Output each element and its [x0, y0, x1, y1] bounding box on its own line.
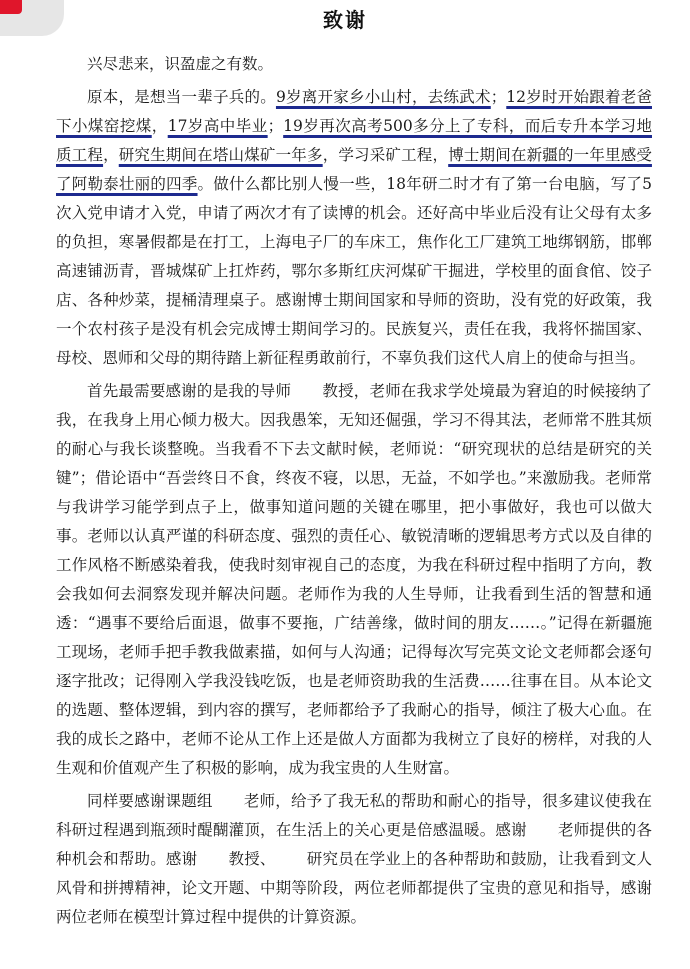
paragraph-text: ， [103, 146, 119, 164]
paragraph-text: ； [490, 88, 507, 106]
underlined-text: 研究生期间在塔山煤矿一年多 [118, 146, 323, 164]
paragraph-text: 。做什么都比别人慢一些，18年研二时才有了第一台电脑，写了5次入党申请才入党，申请了两次才有了读博的机会。还好高中毕业后没有让父母有太多的负担，寒暑假都是在打工，上海电子厂的车床工，焦作化工厂建筑工地绑钢筋，邯郸高速铺沥青，晋城煤矿上扛炸药，鄂尔多斯红庆河煤矿干掘进，学校里的面食倌、饺子店、各种炒菜，提桶清理桌子。感谢博士期间国家和导师的资助，没有党的好政策，我一个农村孩子是没有机会完成博士期间学习的。民族复兴，责任在我，我将怀揣国家、母校、恩师和父母的期待踏上新征程勇敢前行，不辜负我们这代人肩上的使命与担当。 [56, 175, 652, 367]
paragraph-text: 原本，是想当一辈子兵的。 [87, 88, 276, 106]
paragraph-p2 [56, 83, 652, 373]
underlined-text: 12岁时开始跟着老爸下小煤窑挖煤 [56, 88, 652, 135]
underlined-text: 17岁高中毕业 [167, 117, 268, 135]
paragraph-text: 老师提供的各种机会和帮助。感谢 [56, 821, 652, 868]
paragraph-p1 [56, 50, 652, 79]
paragraph-text: ； [267, 117, 284, 135]
paragraph-p4 [56, 787, 652, 932]
paragraph-text: ，学习采矿工程， [322, 146, 449, 164]
paragraph-text: 兴尽悲来，识盈虚之有数。 [87, 55, 274, 73]
acknowledgement-body [56, 50, 652, 936]
underlined-text: 博士期间在新疆的一年里感受了阿勒泰壮丽的四季 [56, 146, 652, 193]
paragraph-text: 首先最需要感谢的是我的导师 [87, 382, 292, 400]
paragraph-p3 [56, 377, 652, 783]
paragraph-text: 同样要感谢课题组 [87, 792, 213, 810]
underlined-text: 19岁再次高考500多分上了专科，而后专升本学习地质工程 [56, 117, 652, 164]
page-title: 致谢 [323, 8, 367, 32]
paragraph-text: ， [151, 117, 168, 135]
paragraph-text: 教授，老师在我求学处境最为窘迫的时候接纳了我，在我身上用心倾力极大。因我愚笨，无知还倔强，学习不得其法，老师常不胜其烦的耐心与我长谈整晚。当我看不下去文献时候，老师说：“研究现状的总结是研究的关键”；借论语中“吾尝终日不食，终夜不寝，以思，无益，不如学也。”来激励我。老师常与我讲学习能学到点子上，做事知道问题的关键在哪里，把小事做好，我也可以做大事。老师以认真严谨的科研态度、强烈的责任心、敏锐清晰的逻辑思考方式以及自律的工作风格不断感染着我，使我时刻审视自己的态度，为我在科研过程中指明了方向，教会我如何去洞察发现并解决问题。老师作为我的人生导师，让我看到生活的智慧和通透：“遇事不要给后面退，做事不要拖，广结善缘，做时间的朋友……。”记得在新疆施工现场，老师手把手教我做素描，如何与人沟通；记得每次写完英文论文老师都会逐句逐字批改；记得刚入学我没钱吃饭，也是老师资助我的生活费……往事在目。从本论文的选题、整体逻辑，到内容的撰写，老师都给予了我耐心的指导，倾注了极大心血。在我的成长之路中，老师不论从工作上还是做人方面都为我树立了良好的榜样，对我的人生观和价值观产生了积极的影响，成为我宝贵的人生财富。 [56, 382, 652, 777]
paragraph-text: 研究员在学业上的各种帮助和鼓励，让我看到文人风骨和拼搏精神，论文开题、中期等阶段，两位老师都提供了宝贵的意见和指导，感谢两位老师在模型计算过程中提供的计算资源。 [56, 850, 652, 926]
paragraph-text: 老师，给予了我无私的帮助和耐心的指导，很多建议使我在科研过程遇到瓶颈时醍醐灌顶，在生活上的关心更是倍感温暖。感谢 [56, 792, 652, 839]
paragraph-text: 教授、 [228, 850, 276, 868]
underlined-text: 9岁离开家乡小山村，去练武术 [275, 88, 491, 106]
